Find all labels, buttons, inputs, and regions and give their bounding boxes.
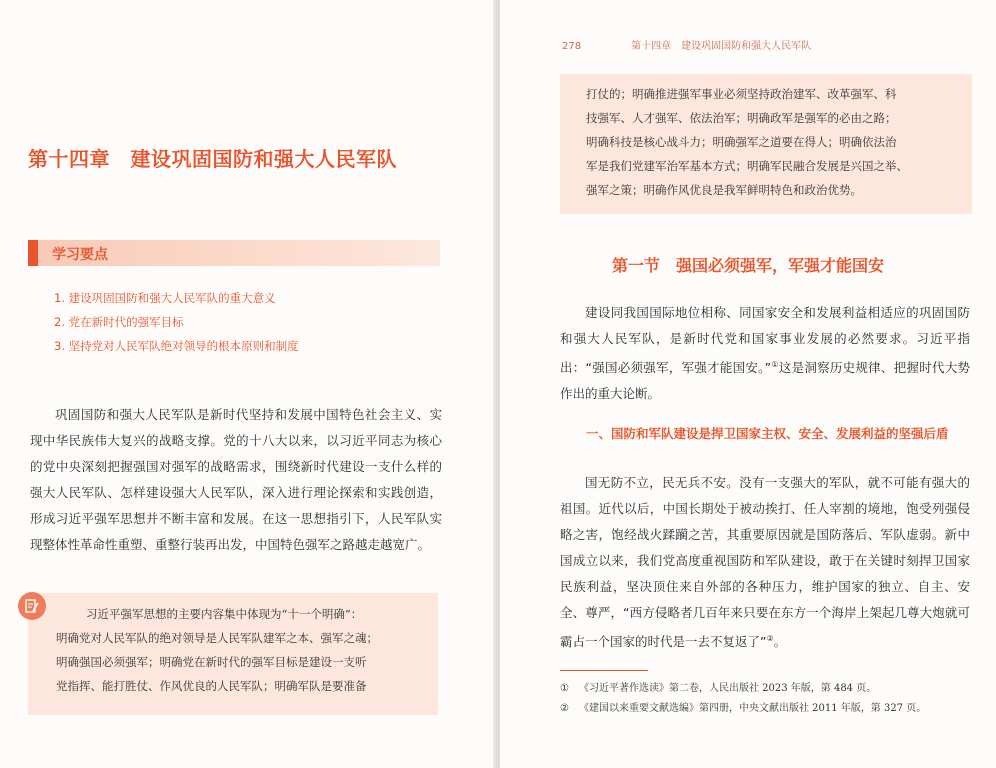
highlight-line: 技强军、人才强军、依法治军；明确政军是强军的必由之路； <box>586 111 897 125</box>
highlight-line: 军是我们党建军治军基本方式；明确军民融合发展是兴国之举、 <box>586 159 908 173</box>
subsection-title: 一、国防和军队建设是捍卫国家主权、安全、发展利益的坚强后盾 <box>586 426 949 441</box>
footnote <box>560 699 926 719</box>
quote-line: 明确强国必须强军；明确党在新时代的强军目标是建设一支听 <box>56 655 367 669</box>
quote-line: 党指挥、能打胜仗、作风优良的人民军队；明确军队是要准备 <box>56 679 367 693</box>
page-number: 278 <box>562 41 582 52</box>
running-head <box>562 37 811 52</box>
footnote-ref-2[interactable]: ② <box>766 634 774 643</box>
running-head-title: 第十四章 建设巩固国防和强大人民军队 <box>631 41 812 52</box>
section-paragraph-2 <box>560 470 970 655</box>
intro-paragraph: 巩固国防和强大人民军队是新时代坚持和发展中国特色社会主义、实现中华民族伟大复兴的战略支撑。党的十八大以来，以习近平同志为核心的党中央深刻把握强国对强军的战略需求，围绕新时代建设一支什么样的强大人民军队、怎样建设强大人民军队，深入进行理论探索和实践创造，形成习近平强军思想并不断丰富和发展。在这一思想指引下，人民军队实现整体性革命性重塑、重整行装再出发，中国特色强军之路越走越宽广。 <box>30 407 442 552</box>
study-points-list <box>54 286 299 358</box>
paragraph-text: 国无防不立，民无兵不安。没有一支强大的军队，就不可能有强大的祖国。近代以后，中国长期处于被动挨打、任人宰割的境地，饱受列强侵略之害，饱经战火蹂躏之苦，其重要原因就是国防落后、军队虚弱。新中国成立以来，我们党高度重视国防和军队建设，敢于在关键时刻捍卫国家民族利益，坚决顶住来自外部的各种压力，维护国家的独立、自主、安全、尊严，“西方侵略者几百年来只要在东方一个海岸上架起几尊大炮就可霸占一个国家的时代是一去不复返了” <box>560 475 970 650</box>
paragraph-text: 建设同我国国际地位相称、同国家安全和发展利益相适应的巩固国防和强大人民军队，是新时代党和国家事业发展的必然要求。习近平指出：“强国必须强军，军强才能国安。” <box>560 305 970 376</box>
quote-line: 习近平强军思想的主要内容集中体现为“十一个明确”： <box>86 607 363 621</box>
highlight-line: 强军之策；明确作风优良是我军鲜明特色和政治优势。 <box>586 183 862 197</box>
section-paragraph-1 <box>560 300 970 407</box>
footnote-mark: ① <box>560 683 569 694</box>
study-point: 1. 建设巩固国防和强大人民军队的重大意义 <box>54 291 276 305</box>
footnote-ref-1[interactable]: ① <box>771 360 779 369</box>
pencil-note-icon-glyph <box>24 598 40 614</box>
key-content-text <box>56 602 426 698</box>
band-marker <box>28 240 38 266</box>
highlight-line: 明确科技是核心战斗力；明确强军之道要在得人；明确依法治 <box>586 135 897 149</box>
right-page <box>500 0 996 768</box>
study-point: 2. 党在新时代的强军目标 <box>54 315 184 329</box>
pencil-note-icon <box>18 592 46 620</box>
paragraph-text-tail: 这是洞察历史规律、把握时代大势作出的重大论断。 <box>560 360 970 402</box>
chapter-title: 第十四章 建设巩固国防和强大人民军队 <box>28 147 397 171</box>
key-content-text-continued <box>586 82 966 202</box>
study-points-heading: 学习要点 <box>52 247 108 263</box>
quote-line: 明确党对人民军队的绝对领导是人民军队建军之本、强军之魂； <box>56 631 378 645</box>
footnote <box>560 679 926 699</box>
footnotes-list <box>560 679 926 719</box>
study-points-band <box>28 240 440 266</box>
left-page <box>0 0 496 768</box>
footnote-text: 《建国以来重要文献选编》第四册，中央文献出版社 2011 年版，第 327 页。 <box>578 703 927 714</box>
footnote-mark: ② <box>560 703 569 714</box>
footnote-divider <box>560 670 648 671</box>
paragraph-text-tail: 。 <box>773 634 787 650</box>
highlight-line: 打仗的；明确推进强军事业必须坚持政治建军、改革强军、科 <box>586 87 897 101</box>
study-point: 3. 坚持党对人民军队绝对领导的根本原则和制度 <box>54 339 299 353</box>
section-title: 第一节 强国必须强军，军强才能国安 <box>612 256 885 275</box>
footnote-text: 《习近平著作选读》第二卷，人民出版社 2023 年版，第 484 页。 <box>578 683 877 694</box>
